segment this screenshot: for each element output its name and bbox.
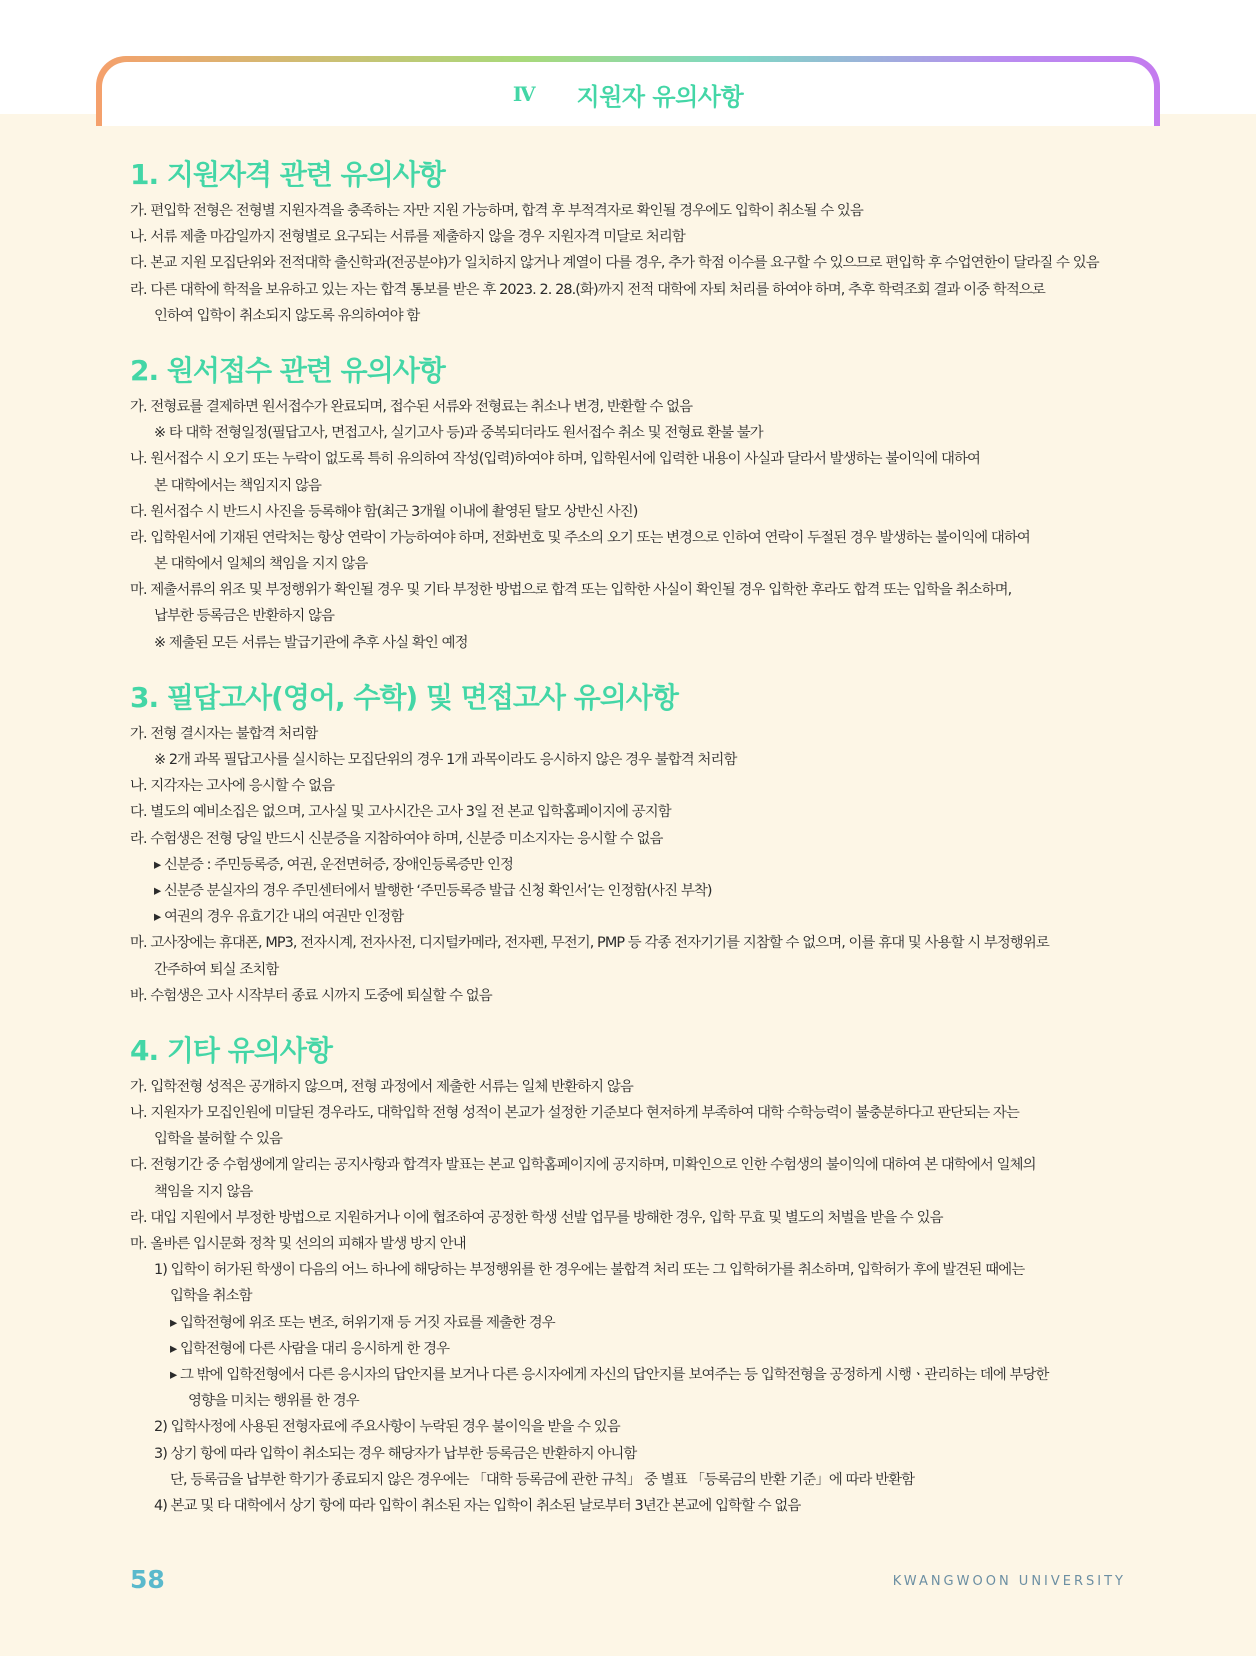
university-name: KWANGWOON UNIVERSITY [892, 1574, 1126, 1589]
section-gap [130, 1009, 1130, 1028]
item-line: 간주하여 퇴실 조치함 [154, 961, 279, 978]
item-line: 라. 입학원서에 기재된 연락처는 항상 연락이 가능하여야 하며, 전화번호 및 주소의 오기 또는 변경으로 인하여 연락이 두절된 경우 발생하는 불이익에 대하여 [130, 529, 1030, 546]
section-2 [130, 348, 1130, 656]
item-line: 라. 다른 대학에 학적을 보유하고 있는 자는 합격 통보를 받은 후 2023. 2. 28.(화)까지 전적 대학에 자퇴 처리를 하여야 하며, 추후 학력조회 결과 이중 학적으로 [130, 281, 1045, 298]
section-title: 4. 기타 유의사항 [130, 1033, 332, 1067]
item-line: 책임을 지지 않음 [154, 1183, 253, 1200]
section-items [130, 721, 1130, 1009]
section-1 [130, 152, 1130, 329]
chapter-number: Ⅳ [512, 82, 537, 106]
chapter-header [96, 56, 1160, 126]
item-line: ▸ 여권의 경우 유효기간 내의 여권만 인정함 [154, 909, 404, 926]
section-title: 1. 지원자격 관련 유의사항 [130, 158, 445, 191]
item-line: ※ 2개 과목 필답고사를 실시하는 모집단위의 경우 1개 과목이라도 응시하지 않은 경우 불합격 처리함 [154, 752, 737, 768]
item-line: 3) 상기 항에 따라 입학이 취소되는 경우 해당자가 납부한 등록금은 반환하지 아니함 [154, 1445, 637, 1462]
item-line: 영향을 미치는 행위를 한 경우 [188, 1393, 359, 1410]
item-line: 다. 별도의 예비소집은 없으며, 고사실 및 고사시간은 고사 3일 전 본교 입학홈페이지에 공지함 [130, 804, 671, 821]
item-line: 마. 올바른 입시문화 정착 및 선의의 피해자 발생 방지 안내 [130, 1236, 466, 1252]
item-line: 라. 수험생은 전형 당일 반드시 신분증을 지참하여야 하며, 신분증 미소지자는 응시할 수 없음 [130, 830, 663, 847]
item-line: 납부한 등록금은 반환하지 않음 [154, 608, 335, 625]
item-line: ▸ 입학전형에 위조 또는 변조, 허위기재 등 거짓 자료를 제출한 경우 [170, 1314, 555, 1331]
item-line: 가. 전형료를 결제하면 원서접수가 완료되며, 접수된 서류와 전형료는 취소나 변경, 반환할 수 없음 [130, 398, 693, 415]
item-line: 나. 원서접수 시 오기 또는 누락이 없도록 특히 유의하여 작성(입력)하여야 하며, 입학원서에 입력한 내용이 사실과 달라서 발생하는 불이익에 대하여 [130, 451, 981, 468]
item-line: 마. 제출서류의 위조 및 부정행위가 확인될 경우 및 기타 부정한 방법으로 합격 또는 입학한 사실이 확인될 경우 입학한 후라도 합격 또는 입학을 취소하며, [130, 582, 1012, 599]
section-items [130, 198, 1130, 329]
section-title: 3. 필답고사(영어, 수학) 및 면접고사 유의사항 [130, 680, 678, 714]
item-line: ※ 타 대학 전형일정(필답고사, 면접고사, 실기고사 등)과 중복되더라도 원서접수 취소 및 전형료 환불 불가 [154, 425, 763, 442]
item-line: 단, 등록금을 납부한 학기가 종료되지 않은 경우에는 「대학 등록금에 관한 규칙」 중 별표 「등록금의 반환 기준」에 따라 반환함 [170, 1471, 915, 1488]
content [130, 152, 1130, 1519]
page-number: 58 [130, 1565, 165, 1594]
chapter-title: 지원자 유의사항 [576, 82, 744, 111]
item-line: 나. 서류 제출 마감일까지 전형별로 요구되는 서류를 제출하지 않을 경우 지원자격 미달로 처리함 [130, 229, 685, 246]
item-line: 가. 편입학 전형은 전형별 지원자격을 충족하는 자만 지원 가능하며, 합격 후 부적격자로 확인될 경우에도 입학이 취소될 수 있음 [130, 203, 863, 219]
section-gap [130, 329, 1130, 348]
item-line: 입학을 불허할 수 있음 [154, 1131, 283, 1148]
item-line: ※ 제출된 모든 서류는 발급기관에 추후 사실 확인 예정 [154, 634, 468, 651]
item-line: 2) 입학사정에 사용된 전형자료에 주요사항이 누락된 경우 불이익을 받을 수 있음 [154, 1419, 620, 1436]
item-line: ▸ 입학전형에 다른 사람을 대리 응시하게 한 경우 [170, 1340, 450, 1357]
section-title: 2. 원서접수 관련 유의사항 [130, 353, 445, 387]
item-line: 다. 전형기간 중 수험생에게 알리는 공지사항과 합격자 발표는 본교 입학홈페이지에 공지하며, 미확인으로 인한 수험생의 불이익에 대하여 본 대학에서 일체의 [130, 1157, 1036, 1174]
item-line: 본 대학에서 일체의 책임을 지지 않음 [154, 556, 368, 573]
item-line: 라. 대입 지원에서 부정한 방법으로 지원하거나 이에 협조하여 공정한 학생 선발 업무를 방해한 경우, 입학 무효 및 별도의 처벌을 받을 수 있음 [130, 1209, 943, 1226]
section-items [130, 394, 1130, 656]
chapter-header-inner [102, 62, 1154, 126]
item-line: 인하여 입학이 취소되지 않도록 유의하여야 함 [154, 307, 420, 324]
item-line: ▸ 그 밖에 입학전형에서 다른 응시자의 답안지를 보거나 다른 응시자에게 자신의 답안지를 보여주는 등 입학전형을 공정하게 시행ㆍ관리하는 데에 부당한 [170, 1366, 1049, 1383]
item-line: 본 대학에서는 책임지지 않음 [154, 477, 322, 494]
item-line: ▸ 신분증 : 주민등록증, 여권, 운전면허증, 장애인등록증만 인정 [154, 856, 514, 873]
item-line: 마. 고사장에는 휴대폰, MP3, 전자시계, 전자사전, 디지털카메라, 전자펜, 무전기, PMP 등 각종 전자기기를 지참할 수 없으며, 이를 휴대 및 사용할 시 부정행위로 [130, 935, 1049, 952]
section-items [130, 1074, 1130, 1519]
section-3 [130, 675, 1130, 1009]
section-4 [130, 1028, 1130, 1519]
item-line: 가. 전형 결시자는 불합격 처리함 [130, 725, 318, 742]
item-line: 바. 수험생은 고사 시작부터 종료 시까지 도중에 퇴실할 수 없음 [130, 987, 492, 1004]
item-line: 4) 본교 및 타 대학에서 상기 항에 따라 입학이 취소된 자는 입학이 취소된 날로부터 3년간 본교에 입학할 수 없음 [154, 1497, 801, 1514]
item-line: 다. 본교 지원 모집단위와 전적대학 출신학과(전공분야)가 일치하지 않거나 계열이 다를 경우, 추가 학점 이수를 요구할 수 있으므로 편입학 후 수업연한이 달라질 수 있음 [130, 255, 1099, 272]
item-line: 입학을 취소함 [170, 1288, 252, 1305]
item-line: 가. 입학전형 성적은 공개하지 않으며, 전형 과정에서 제출한 서류는 일체 반환하지 않음 [130, 1078, 633, 1095]
item-line: ▸ 신분증 분실자의 경우 주민센터에서 발행한 ‘주민등록증 발급 신청 확인서’는 인정함(사진 부착) [154, 882, 712, 899]
item-line: 다. 원서접수 시 반드시 사진을 등록해야 함(최근 3개월 이내에 촬영된 탈모 상반신 사진) [130, 503, 638, 520]
item-line: 나. 지각자는 고사에 응시할 수 없음 [130, 778, 335, 795]
item-line: 나. 지원자가 모집인원에 미달된 경우라도, 대학입학 전형 성적이 본교가 설정한 기준보다 현저하게 부족하여 대학 수학능력이 불충분하다고 판단되는 자는 [130, 1105, 1019, 1122]
section-gap [130, 656, 1130, 675]
item-line: 1) 입학이 허가된 학생이 다음의 어느 하나에 해당하는 부정행위를 한 경우에는 불합격 처리 또는 그 입학허가를 취소하며, 입학허가 후에 발견된 때에는 [154, 1262, 1025, 1279]
